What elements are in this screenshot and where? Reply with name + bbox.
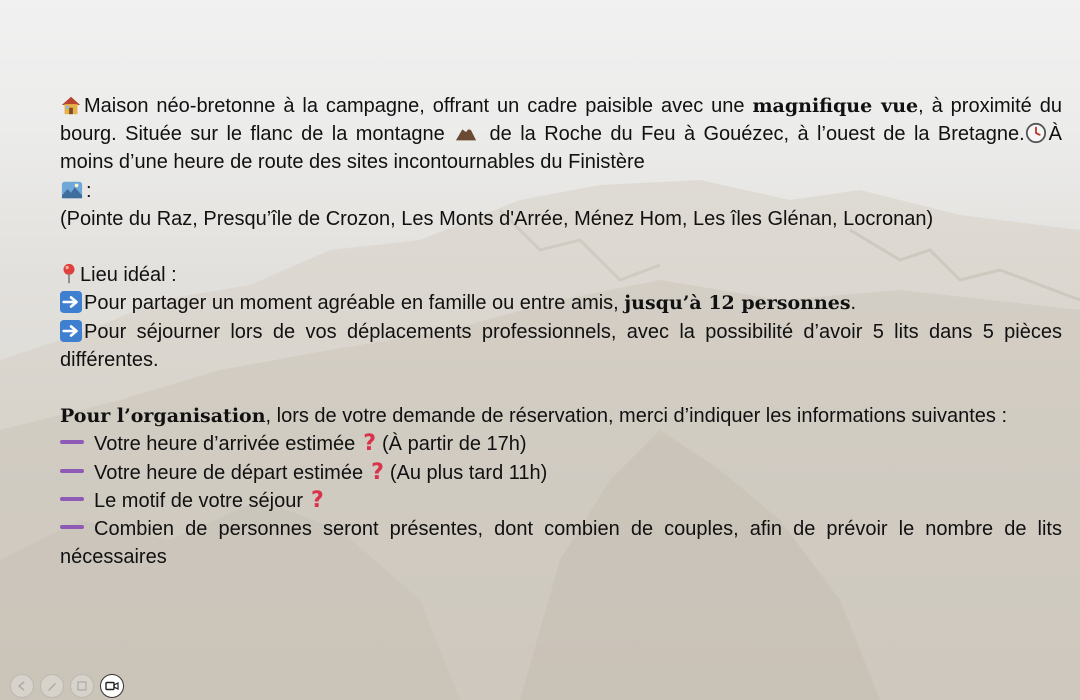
presentation-toolbar — [10, 674, 124, 698]
organisation-item — [60, 515, 1062, 571]
ideal-item-professional — [60, 318, 1062, 374]
purple-dash-icon — [60, 525, 84, 529]
ideal-title: Lieu idéal : — [80, 264, 177, 287]
pen-icon — [46, 680, 58, 692]
purple-dash-icon — [60, 469, 84, 473]
intro-text-location: , à proximité du bourg. Située sur le flanc de la montagne — [60, 95, 1062, 146]
red-question-icon: ? — [311, 487, 324, 513]
organisation-item-note: (À partir de 17h) — [382, 433, 527, 456]
ideal-item1-text: Pour partager un moment agréable en famille ou entre amis, — [84, 292, 625, 315]
organisation-text: , lors de votre demande de réservation, merci d’indiquer les informations suivantes : — [265, 405, 1008, 428]
organisation-item — [60, 430, 1062, 458]
mountain-icon — [453, 122, 479, 144]
organisation-item — [60, 459, 1062, 487]
organisation-item-note: (Au plus tard 11h) — [389, 461, 548, 484]
organisation-item-text: Combien de personnes seront présentes, dont combien de couples, afin de prévoir le nombre de lits nécessaires — [60, 518, 1062, 569]
spacer — [60, 233, 1062, 261]
organisation-item — [60, 487, 1062, 515]
clock-icon — [1025, 122, 1047, 144]
right-arrow-icon — [60, 320, 82, 342]
red-question-icon: ? — [363, 431, 377, 457]
red-question-icon: ? — [371, 459, 384, 485]
slides-grid-button[interactable] — [70, 674, 94, 698]
right-arrow-icon — [60, 291, 82, 313]
pen-tool-button[interactable] — [40, 674, 64, 698]
landscape-icon — [60, 179, 84, 201]
video-camera-button[interactable] — [100, 674, 124, 698]
organisation-item-text: Votre heure d’arrivée estimée — [94, 433, 356, 456]
video-camera-icon — [105, 680, 119, 692]
grid-icon — [76, 680, 88, 692]
purple-dash-icon — [60, 440, 84, 444]
pin-icon — [60, 263, 78, 285]
house-icon — [60, 94, 82, 116]
organisation-bold: Pour l’organisation — [60, 405, 266, 428]
intro-text-start: Maison néo-bretonne à la campagne, offrant un cadre paisible avec une — [84, 95, 753, 117]
organisation-item-text: Votre heure de départ estimée — [94, 461, 364, 484]
sites-list-text: (Pointe du Raz, Presqu’île de Crozon, Les Monts d'Arrée, Ménez Hom, Les îles Glénan, Locronan) — [60, 207, 934, 230]
ideal-title-line — [60, 261, 1062, 289]
spacer — [60, 374, 1062, 402]
ideal-item2-text: Pour séjourner lors de vos déplacements professionnels, avec la possibilité d’avoir 5 lits dans 5 pièces différentes. — [60, 320, 1062, 371]
intro-colon: : — [86, 179, 92, 202]
ideal-item1-bold: jusqu’à 12 personnes — [624, 292, 851, 315]
previous-icon — [16, 680, 28, 692]
ideal-item-family — [60, 289, 1062, 317]
organisation-intro — [60, 402, 1062, 430]
intro-paragraph — [60, 92, 1062, 205]
intro-bold-view: magnifique vue — [752, 95, 919, 117]
organisation-item-text: Le motif de votre séjour — [94, 489, 303, 512]
intro-text-roche: de la Roche du Feu à Gouézec, à l’ouest de la Bretagne. — [481, 123, 1025, 146]
listing-description — [60, 92, 1062, 571]
previous-slide-button[interactable] — [10, 674, 34, 698]
intro-text-distance: À moins d’une heure de route des sites incontournables du Finistère — [60, 123, 1063, 174]
purple-dash-icon — [60, 497, 84, 501]
ideal-item1-end: . — [850, 292, 857, 315]
